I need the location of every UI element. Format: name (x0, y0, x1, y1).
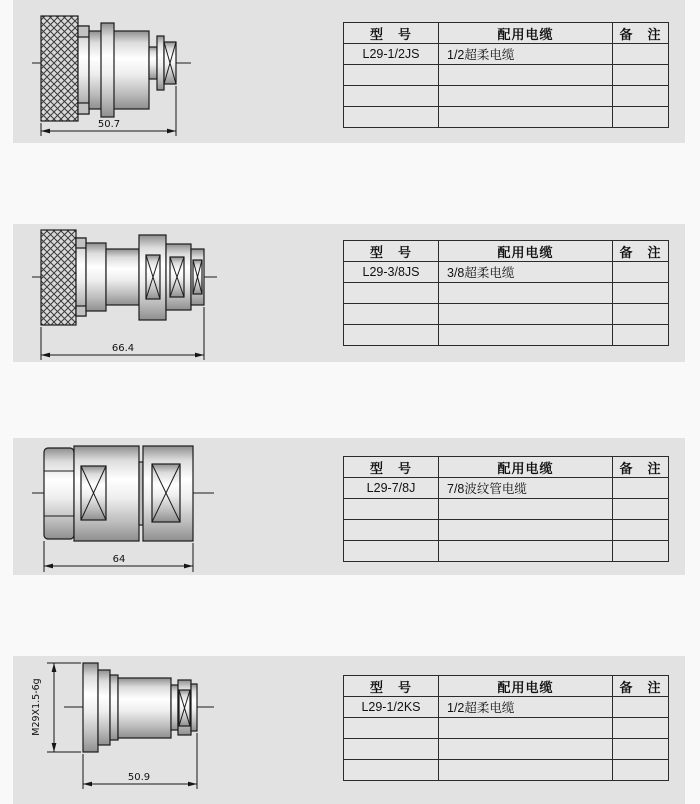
header-model-cell: 型 号 (344, 676, 439, 697)
empty-cell (439, 541, 613, 562)
empty-cell (613, 283, 669, 304)
empty-cell (439, 107, 613, 128)
cable-value-cell: 1/2超柔电缆 (439, 697, 613, 718)
connector-body (41, 16, 176, 121)
remark-value-cell (613, 478, 669, 499)
connector-drawing-3 (19, 438, 339, 575)
connector-body (83, 663, 197, 752)
header-model-cell: 型 号 (344, 23, 439, 44)
connector-drawing-4 (19, 656, 339, 804)
cable-value-cell: 1/2超柔电缆 (439, 44, 613, 65)
header-remark-cell: 备 注 (613, 676, 669, 697)
spec-table-2 (343, 240, 669, 346)
empty-cell (439, 760, 613, 781)
model-value-cell: L29-1/2JS (344, 44, 439, 65)
spec-table-1 (343, 22, 669, 128)
empty-cell (613, 65, 669, 86)
empty-cell (613, 107, 669, 128)
empty-cell (344, 541, 439, 562)
length-dimension-label: 50.7 (97, 119, 121, 130)
remark-value-cell (613, 262, 669, 283)
empty-cell (439, 739, 613, 760)
product-section-4 (13, 656, 685, 804)
model-value-cell: L29-7/8J (344, 478, 439, 499)
product-section-1 (13, 0, 685, 143)
empty-cell (439, 65, 613, 86)
connector-body (44, 446, 193, 541)
header-cable-cell: 配用电缆 (439, 241, 613, 262)
empty-cell (613, 520, 669, 541)
connector-drawing-1 (19, 0, 339, 143)
empty-cell (344, 304, 439, 325)
cable-value-cell: 7/8波纹管电缆 (439, 478, 613, 499)
remark-value-cell (613, 44, 669, 65)
header-remark-cell: 备 注 (613, 241, 669, 262)
empty-cell (344, 520, 439, 541)
empty-cell (439, 304, 613, 325)
header-remark-cell: 备 注 (613, 23, 669, 44)
header-cable-cell: 配用电缆 (439, 23, 613, 44)
header-cable-cell: 配用电缆 (439, 457, 613, 478)
empty-cell (344, 499, 439, 520)
empty-cell (439, 499, 613, 520)
empty-cell (613, 541, 669, 562)
cable-value-cell: 3/8超柔电缆 (439, 262, 613, 283)
empty-cell (439, 325, 613, 346)
empty-cell (344, 739, 439, 760)
connector-body (41, 230, 204, 325)
empty-cell (613, 304, 669, 325)
empty-cell (613, 760, 669, 781)
empty-cell (344, 107, 439, 128)
empty-cell (344, 718, 439, 739)
spec-table-4 (343, 675, 669, 781)
header-cable-cell: 配用电缆 (439, 676, 613, 697)
header-model-cell: 型 号 (344, 241, 439, 262)
connector-drawing-2 (19, 224, 339, 362)
empty-cell (344, 283, 439, 304)
header-remark-cell: 备 注 (613, 457, 669, 478)
thread-dimension-label: M29X1.5-6g (31, 678, 42, 736)
empty-cell (344, 760, 439, 781)
spec-table-3 (343, 456, 669, 562)
product-section-2 (13, 224, 685, 362)
empty-cell (613, 499, 669, 520)
length-dimension-label: 50.9 (127, 772, 151, 783)
empty-cell (613, 739, 669, 760)
empty-cell (344, 325, 439, 346)
empty-cell (344, 65, 439, 86)
empty-cell (439, 86, 613, 107)
length-dimension-label: 64 (112, 554, 126, 565)
model-value-cell: L29-3/8JS (344, 262, 439, 283)
empty-cell (613, 718, 669, 739)
product-section-3 (13, 438, 685, 575)
header-model-cell: 型 号 (344, 457, 439, 478)
empty-cell (613, 86, 669, 107)
empty-cell (344, 86, 439, 107)
empty-cell (439, 283, 613, 304)
empty-cell (439, 718, 613, 739)
empty-cell (439, 520, 613, 541)
length-dimension-label: 66.4 (111, 343, 135, 354)
model-value-cell: L29-1/2KS (344, 697, 439, 718)
remark-value-cell (613, 697, 669, 718)
empty-cell (613, 325, 669, 346)
